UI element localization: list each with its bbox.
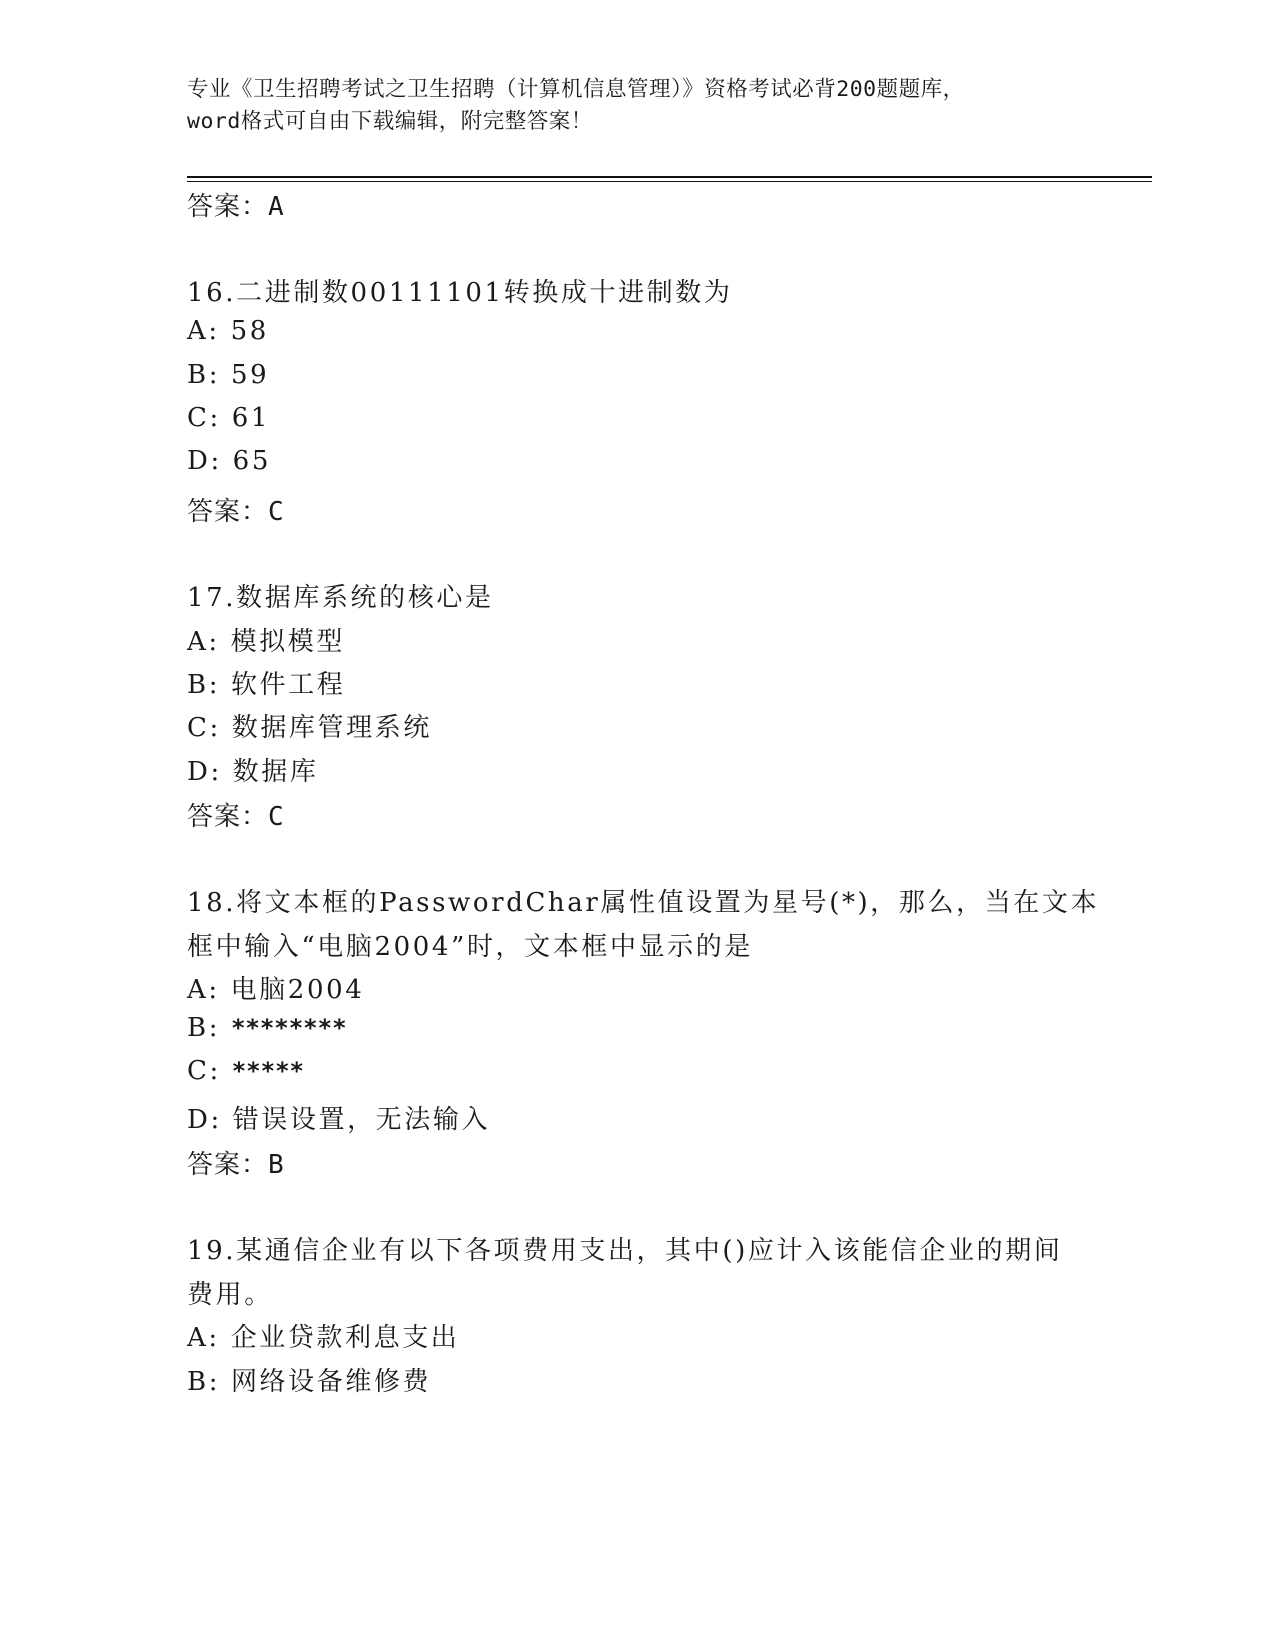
option-prefix: A: [187,975,231,1005]
option-text: 企业贷款利息支出 [230,1323,460,1353]
option-text: 网络设备维修费 [230,1367,432,1397]
question-19-option-b [187,1361,431,1398]
option-prefix: B: [187,1367,231,1397]
question-17-option-c [187,707,432,744]
question-17-stem: 17.数据库系统的核心是 [187,583,494,613]
document-page [187,0,1152,1650]
document-header [187,74,1067,138]
option-text: 错误设置，无法输入 [232,1105,491,1135]
question-17-option-d [187,751,318,788]
question-18-option-c [187,1056,304,1086]
question-16-stem: 16.二进制数00111101转换成十进制数为 [187,278,733,308]
answer-16: 答案：C [187,497,285,527]
header-rule-thick [187,176,1152,178]
option-prefix: A: [187,1323,231,1353]
option-text: 软件工程 [230,670,346,700]
option-text: 模拟模型 [230,627,346,657]
option-text: 数据库管理系统 [231,713,432,743]
option-prefix: D: [187,446,233,476]
option-prefix: C: [187,403,232,433]
question-17-option-a [187,621,345,658]
option-prefix: B: [187,360,231,390]
question-18-stem-line-2: 框中输入“电脑2004”时，文本框中显示的是 [187,932,753,962]
question-18-option-d [187,1099,490,1136]
option-prefix: D: [187,1105,233,1135]
option-text: 数据库 [232,757,319,787]
option-prefix: A: [187,316,231,346]
option-text: ******** [230,1014,347,1042]
question-18-option-a [187,969,364,1006]
option-prefix: C: [187,713,232,743]
option-prefix: A: [187,627,231,657]
question-19-stem-line-1: 19.某通信企业有以下各项费用支出，其中()应计入该能信企业的期间 [187,1236,1063,1266]
option-text: 65 [232,446,271,476]
question-16-option-b [187,360,269,390]
option-prefix: B: [187,1013,231,1043]
option-text: 59 [230,360,270,390]
option-prefix: B: [187,670,231,700]
question-18-stem-line-1: 18.将文本框的PasswordChar属性值设置为星号(*)，那么，当在文本 [187,888,1100,918]
question-16-option-d [187,446,271,476]
option-text: ***** [231,1057,304,1085]
option-prefix: C: [187,1056,232,1086]
option-text: 58 [230,316,269,346]
question-19-option-a [187,1317,459,1354]
answer-15: 答案：A [187,192,285,222]
question-16-option-c [187,403,270,433]
option-text: 61 [231,403,271,433]
option-text: 电脑2004 [230,975,365,1005]
option-prefix: D: [187,757,233,787]
question-18-option-b [187,1013,347,1043]
question-17-option-b [187,664,345,701]
header-line-2: word格式可自由下载编辑，附完整答案！ [187,109,593,134]
question-16-option-a [187,316,269,346]
answer-17: 答案：C [187,802,285,832]
header-line-1: 专业《卫生招聘考试之卫生招聘（计算机信息管理）》资格考试必背200题题库， [187,77,965,102]
answer-18: 答案：B [187,1150,285,1180]
question-19-stem-line-2: 费用。 [187,1280,273,1310]
header-rule-thin [187,181,1152,182]
